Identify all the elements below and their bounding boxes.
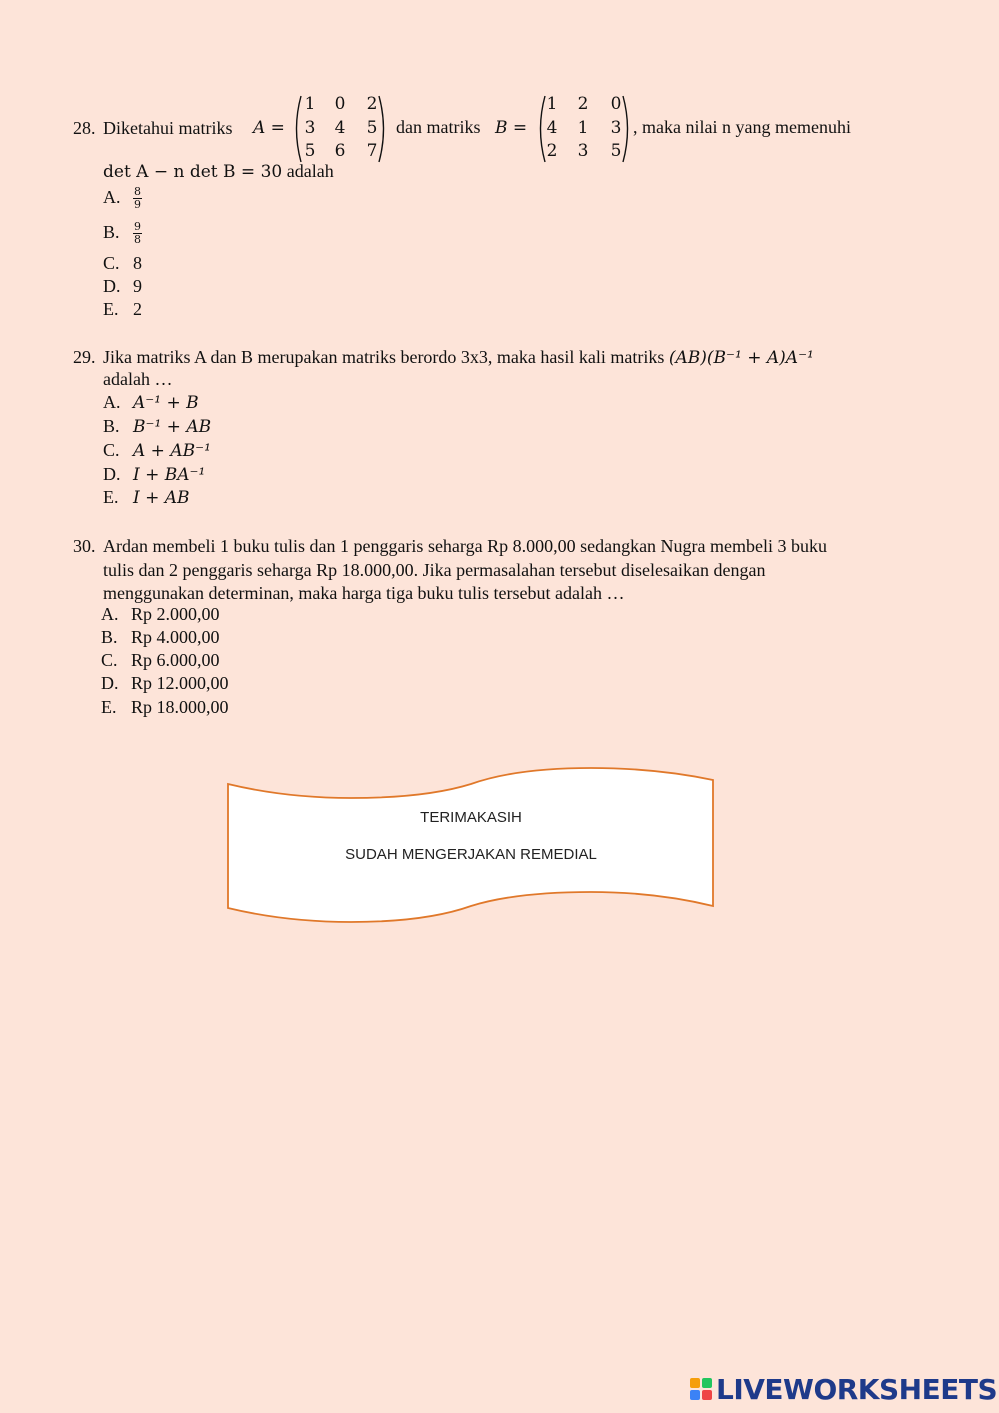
matrix-b-cell: 3 bbox=[610, 118, 622, 138]
matrix-b-cell: 3 bbox=[577, 141, 589, 161]
option-30-c[interactable] bbox=[101, 650, 220, 671]
determinant-equation: det A − n det B = 30 bbox=[103, 162, 283, 182]
option-letter: B. bbox=[103, 221, 120, 242]
matrix-a bbox=[292, 94, 388, 164]
option-28-a[interactable] bbox=[103, 186, 142, 211]
option-letter: D. bbox=[103, 464, 121, 484]
option-letter: A. bbox=[103, 186, 121, 207]
fraction-denominator: 8 bbox=[134, 233, 141, 246]
option-letter: C. bbox=[103, 253, 120, 273]
matrix-b-cell: 4 bbox=[546, 118, 558, 138]
wave-banner bbox=[226, 764, 716, 924]
matrix-a-cell: 5 bbox=[366, 118, 378, 138]
logo-square bbox=[702, 1378, 712, 1388]
matrix-b-cell: 1 bbox=[577, 118, 589, 138]
fraction bbox=[133, 186, 142, 211]
logo-grid-icon bbox=[690, 1378, 712, 1400]
matrix-b-cell: 5 bbox=[610, 141, 622, 161]
matrix-expression: (AB)(B⁻¹ + A)A⁻¹ bbox=[668, 348, 814, 368]
question-text: Jika matriks A dan B merupakan matriks berordo 3x3, maka hasil kali matriks (AB)(B⁻¹ + A)A⁻¹ bbox=[103, 347, 814, 368]
option-text: Rp 2.000,00 bbox=[131, 604, 220, 624]
option-30-e[interactable] bbox=[101, 697, 229, 718]
matrix-b-label: B = bbox=[495, 118, 528, 138]
logo-square bbox=[690, 1378, 700, 1388]
option-letter: B. bbox=[101, 627, 118, 647]
option-text: Rp 4.000,00 bbox=[131, 627, 220, 647]
option-letter: C. bbox=[103, 440, 120, 460]
matrix-b-cell: 0 bbox=[610, 94, 622, 114]
question-text: Diketahui matriks bbox=[103, 118, 233, 138]
option-30-d[interactable] bbox=[101, 673, 229, 694]
question-29-line2: adalah … bbox=[103, 369, 173, 389]
matrix-a-cell: 3 bbox=[304, 118, 316, 138]
question-line: Ardan membeli 1 buku tulis dan 1 penggaris seharga Rp 8.000,00 sedangkan Nugra membeli 3 buku bbox=[103, 536, 828, 556]
matrix-a-label: A = bbox=[253, 118, 285, 138]
option-letter: E. bbox=[103, 487, 119, 507]
question-number: 28. bbox=[73, 118, 96, 138]
option-28-d[interactable] bbox=[103, 276, 142, 297]
fraction-numerator: 9 bbox=[134, 220, 141, 233]
question-text-adalah: adalah bbox=[286, 161, 334, 181]
option-text: 8 bbox=[133, 253, 142, 273]
logo-square bbox=[690, 1390, 700, 1400]
matrix-b bbox=[536, 94, 632, 164]
option-letter: D. bbox=[103, 276, 121, 296]
option-29-c[interactable] bbox=[103, 440, 211, 461]
option-29-b[interactable] bbox=[103, 416, 211, 437]
option-letter: C. bbox=[101, 650, 118, 670]
option-29-a[interactable] bbox=[103, 392, 199, 413]
option-text: 2 bbox=[133, 299, 142, 319]
option-text: Rp 12.000,00 bbox=[131, 673, 229, 693]
option-28-e[interactable] bbox=[103, 299, 142, 320]
option-text: A + AB⁻¹ bbox=[133, 441, 211, 461]
question-number: 29. bbox=[73, 347, 96, 367]
option-29-d[interactable] bbox=[103, 464, 205, 485]
option-text: I + AB bbox=[133, 488, 190, 508]
logo-square bbox=[702, 1390, 712, 1400]
option-text: 9 bbox=[133, 276, 142, 296]
question-text-mid: dan matriks bbox=[396, 117, 481, 137]
fraction bbox=[133, 221, 142, 246]
option-30-b[interactable] bbox=[101, 627, 220, 648]
option-letter: E. bbox=[103, 299, 119, 319]
logo-text: LIVEWORKSHEETS bbox=[716, 1372, 998, 1406]
option-letter: E. bbox=[101, 697, 117, 717]
matrix-a-cell: 2 bbox=[366, 94, 378, 114]
option-text: Rp 18.000,00 bbox=[131, 697, 229, 717]
option-text: A⁻¹ + B bbox=[133, 393, 199, 413]
question-line: tulis dan 2 penggaris seharga Rp 18.000,00. Jika permasalahan tersebut diselesaikan dengan bbox=[103, 559, 766, 580]
matrix-a-cell: 0 bbox=[334, 94, 346, 114]
matrix-a-cell: 5 bbox=[304, 141, 316, 161]
option-28-c[interactable] bbox=[103, 253, 142, 274]
question-number: 30. bbox=[73, 536, 96, 556]
question-30-text bbox=[103, 535, 827, 606]
option-text: B⁻¹ + AB bbox=[133, 417, 212, 437]
matrix-b-cell: 1 bbox=[546, 94, 558, 114]
option-30-a[interactable] bbox=[101, 604, 220, 625]
liveworksheets-logo[interactable] bbox=[690, 1373, 997, 1405]
option-letter: A. bbox=[101, 604, 119, 624]
option-28-b[interactable] bbox=[103, 221, 142, 246]
matrix-a-cell: 1 bbox=[304, 94, 316, 114]
banner-line-1: TERIMAKASIH bbox=[420, 809, 522, 826]
fraction-numerator: 8 bbox=[134, 185, 141, 198]
matrix-a-cell: 7 bbox=[366, 141, 378, 161]
option-text: I + BA⁻¹ bbox=[133, 465, 206, 485]
question-line: menggunakan determinan, maka harga tiga buku tulis tersebut adalah … bbox=[103, 583, 625, 603]
matrix-b-cell: 2 bbox=[546, 141, 558, 161]
matrix-a-cell: 4 bbox=[334, 118, 346, 138]
option-29-e[interactable] bbox=[103, 487, 190, 508]
option-letter: A. bbox=[103, 392, 121, 412]
option-text: Rp 6.000,00 bbox=[131, 650, 220, 670]
option-letter: B. bbox=[103, 416, 120, 436]
banner-line-2: SUDAH MENGERJAKAN REMEDIAL bbox=[345, 846, 597, 863]
matrix-b-cell: 2 bbox=[577, 94, 589, 114]
question-28-line2 bbox=[103, 161, 334, 182]
fraction-denominator: 9 bbox=[134, 198, 141, 211]
question-text-tail: , maka nilai n yang memenuhi bbox=[633, 117, 851, 137]
option-letter: D. bbox=[101, 673, 119, 693]
matrix-a-cell: 6 bbox=[334, 141, 346, 161]
